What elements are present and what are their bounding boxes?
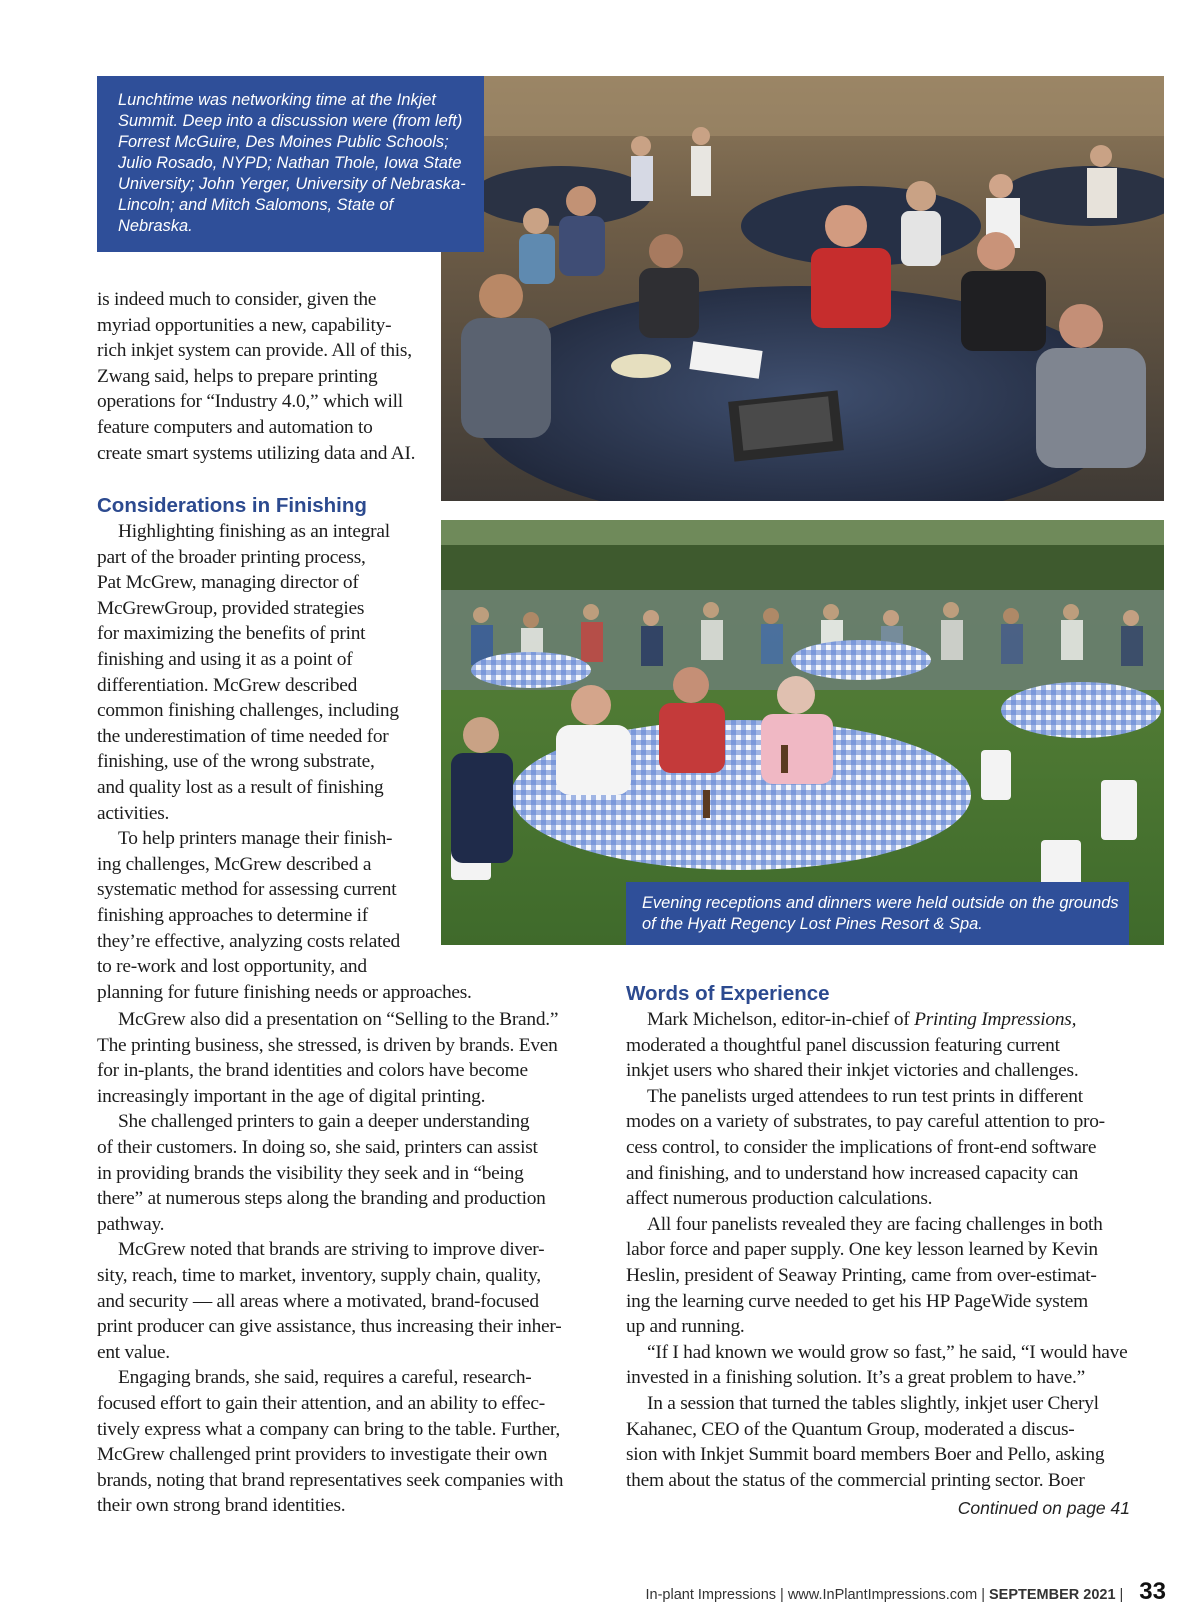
- text-line: print producer can give assistance, thus increasing their inher-: [97, 1316, 562, 1338]
- text-line: McGrewGroup, provided strategies: [97, 597, 365, 619]
- text-line: the underestimation of time needed for: [97, 725, 389, 747]
- text-line: brands, noting that brand representatives seek companies with: [97, 1469, 564, 1491]
- text-line: common finishing challenges, including: [97, 700, 399, 722]
- text-line: Kahanec, CEO of the Quantum Group, moderated a discus-: [626, 1418, 1075, 1440]
- issue-date: SEPTEMBER 2021: [988, 1587, 1116, 1603]
- text-line: their own strong brand identities.: [97, 1495, 346, 1517]
- text-line: finishing, use of the wrong substrate,: [97, 751, 375, 773]
- text-line: Pat McGrew, managing director of: [97, 572, 359, 594]
- text-line: in providing brands the visibility they seek and in “being: [97, 1162, 524, 1184]
- text-line: increasingly important in the age of digital printing.: [97, 1085, 486, 1107]
- website-url: www.InPlantImpressions.com: [787, 1587, 978, 1603]
- text-line: Engaging brands, she said, requires a careful, research-: [118, 1367, 532, 1389]
- text-line: finishing approaches to determine if: [97, 904, 368, 926]
- text-line: She challenged printers to gain a deeper understanding: [118, 1111, 530, 1133]
- text-line: systematic method for assessing current: [97, 879, 397, 901]
- experience-section-text: [626, 1007, 1141, 1493]
- text-line: tively express what a company can bring to the table. Further,: [97, 1418, 560, 1440]
- reception-photo-caption: Evening receptions and dinners were held outside on the grounds of the Hyatt Regency Lost Pines Resort & Spa.: [626, 882, 1129, 945]
- finishing-section-text-wide: [97, 1007, 607, 1519]
- text-line: feature computers and automation to: [97, 416, 373, 438]
- text-line: cess control, to consider the implications of front-end software: [626, 1136, 1097, 1158]
- text-line: focused effort to gain their attention, and an ability to effec-: [97, 1392, 545, 1414]
- text-line: sity, reach, time to market, inventory, supply chain, quality,: [97, 1264, 541, 1286]
- text-line: Zwang said, helps to prepare printing: [97, 365, 378, 387]
- footer-divider: |: [780, 1587, 784, 1603]
- text-line: “If I had known we would grow so fast,” he said, “I would have: [647, 1341, 1128, 1363]
- text-line: All four panelists revealed they are facing challenges in both: [647, 1213, 1103, 1235]
- text-line: they’re effective, analyzing costs related: [97, 930, 401, 952]
- text-line: of their customers. In doing so, she said, printers can assist: [97, 1136, 538, 1158]
- lunch-photo-caption: Lunchtime was networking time at the Inkjet Summit. Deep into a discussion were (from left) Forrest McGuire, Des Moines Public Schools; Julio Rosado, NYPD; Nathan Thole, Iowa State University; John Yerger, University of Nebraska-Lincoln; and Mitch Salomons, State of Nebraska.: [97, 76, 484, 252]
- text-line: pathway.: [97, 1213, 165, 1235]
- lunch-networking-photo: [441, 76, 1164, 501]
- text-line: invested in a finishing solution. It’s a great problem to have.”: [626, 1367, 1085, 1389]
- text-line: for in-plants, the brand identities and colors have become: [97, 1060, 528, 1082]
- text-line: and finishing, and to understand how increased capacity can: [626, 1162, 1079, 1184]
- text-line: activities.: [97, 802, 170, 824]
- text-line: Heslin, president of Seaway Printing, came from over-estimat-: [626, 1264, 1097, 1286]
- finishing-section-text: [97, 519, 472, 1005]
- text-line: for maximizing the benefits of print: [97, 623, 366, 645]
- page-footer: [645, 1578, 1166, 1606]
- publication-name: Printing Impressions,: [914, 1009, 1077, 1030]
- text-line: McGrew challenged print providers to investigate their own: [97, 1444, 548, 1466]
- intro-continuation-text: [97, 287, 437, 466]
- text-line: ent value.: [97, 1341, 170, 1363]
- text-line: [626, 1007, 1141, 1033]
- text-line: sion with Inkjet Summit board members Boer and Pello, asking: [626, 1444, 1105, 1466]
- text-line: there” at numerous steps along the branding and production: [97, 1188, 546, 1210]
- finishing-section-heading: Considerations in Finishing: [97, 494, 367, 517]
- text-line: planning for future finishing needs or approaches.: [97, 981, 472, 1003]
- text-line: up and running.: [626, 1316, 745, 1338]
- text-line: The printing business, she stressed, is driven by brands. Even: [97, 1034, 558, 1056]
- text-line: create smart systems utilizing data and AI.: [97, 442, 416, 464]
- text-line: part of the broader printing process,: [97, 546, 366, 568]
- text-line: McGrew noted that brands are striving to improve diver-: [118, 1239, 545, 1261]
- footer-divider: |: [1119, 1587, 1124, 1603]
- text-line: affect numerous production calculations.: [626, 1188, 933, 1210]
- text-line: finishing and using it as a point of: [97, 648, 353, 670]
- continued-notice: Continued on page 41: [957, 1498, 1130, 1518]
- magazine-name: In-plant Impressions: [645, 1587, 777, 1603]
- text-line: labor force and paper supply. One key lesson learned by Kevin: [626, 1239, 1098, 1261]
- text-line: To help printers manage their finish-: [118, 828, 393, 850]
- page-number: 33: [1139, 1578, 1166, 1605]
- text-line: The panelists urged attendees to run test prints in different: [647, 1085, 1083, 1107]
- text-fragment: Mark Michelson, editor-in-chief of: [647, 1009, 915, 1030]
- text-line: differentiation. McGrew described: [97, 674, 358, 696]
- text-line: operations for “Industry 4.0,” which will: [97, 391, 403, 413]
- footer-divider: |: [981, 1587, 985, 1603]
- text-line: and quality lost as a result of finishing: [97, 776, 384, 798]
- text-line: is indeed much to consider, given the: [97, 289, 377, 310]
- experience-section-heading: Words of Experience: [626, 982, 830, 1005]
- text-line: ing the learning curve needed to get his HP PageWide system: [626, 1290, 1088, 1312]
- text-line: them about the status of the commercial printing sector. Boer: [626, 1469, 1085, 1491]
- text-line: inkjet users who shared their inkjet victories and challenges.: [626, 1060, 1079, 1082]
- text-line: and security — all areas where a motivated, brand-focused: [97, 1290, 539, 1312]
- text-line: moderated a thoughtful panel discussion featuring current: [626, 1034, 1060, 1056]
- text-line: ing challenges, McGrew described a: [97, 853, 372, 875]
- text-line: In a session that turned the tables slightly, inkjet user Cheryl: [647, 1392, 1099, 1414]
- text-line: myriad opportunities a new, capability-: [97, 314, 392, 336]
- text-line: Highlighting finishing as an integral: [118, 521, 390, 542]
- text-line: McGrew also did a presentation on “Selling to the Brand.”: [118, 1009, 559, 1030]
- text-line: rich inkjet system can provide. All of this,: [97, 340, 412, 362]
- text-line: modes on a variety of substrates, to pay careful attention to pro-: [626, 1111, 1105, 1133]
- text-line: to re-work and lost opportunity, and: [97, 956, 367, 978]
